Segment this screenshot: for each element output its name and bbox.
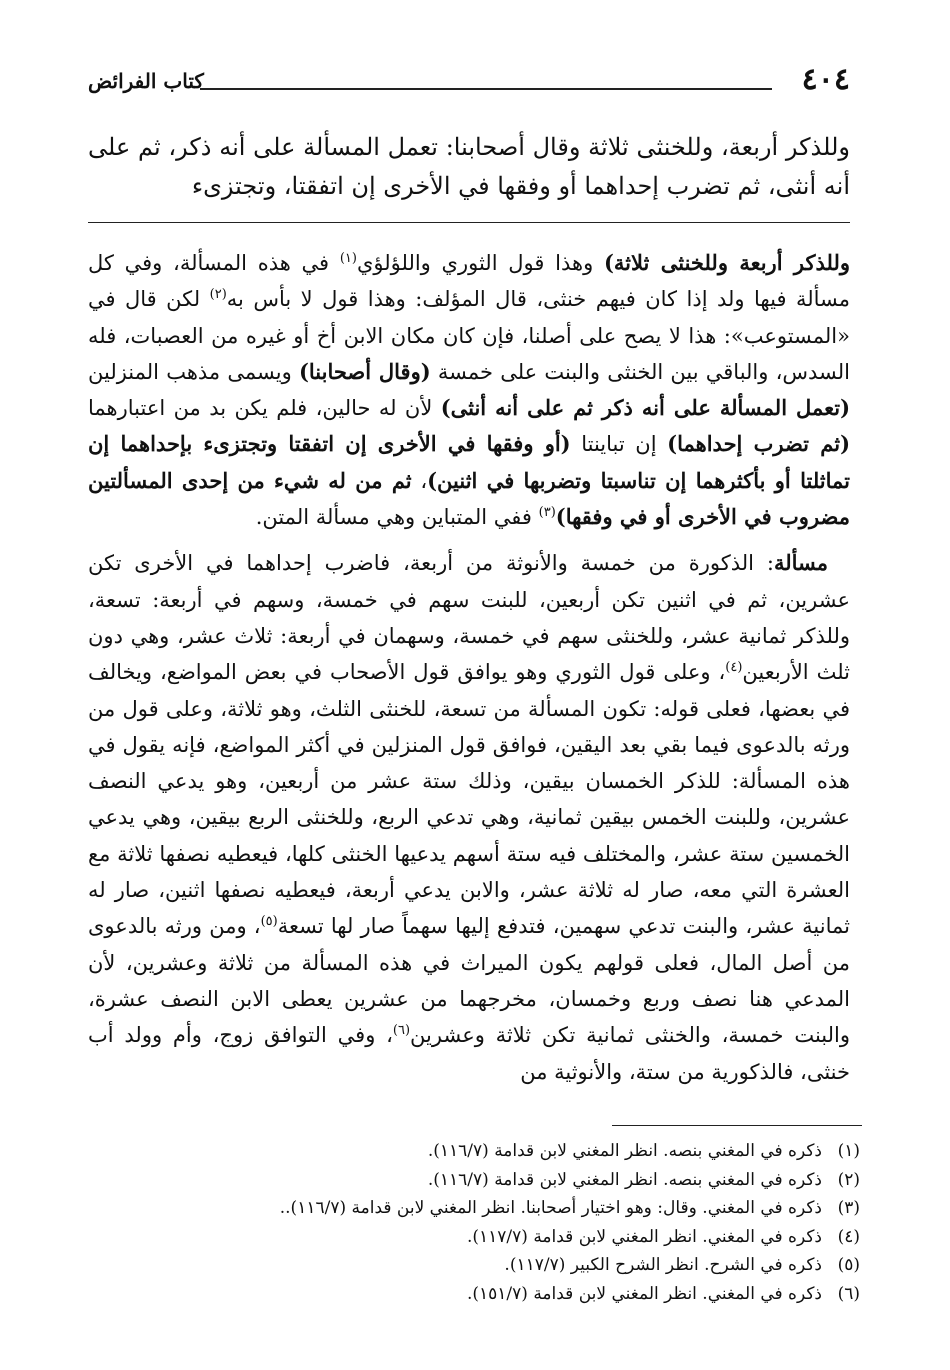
quoted-matn: وللذكر أربعة وللخنثى ثلاثة) (603, 250, 850, 275)
commentary-text: ، (411, 468, 428, 493)
footnote-number: (١) (837, 1141, 860, 1161)
footnotes (100, 1137, 860, 1308)
commentary-text: : الذكورة من خمسة والأنوثة من أربعة، فاضرب إحداهما في الأخرى تكن عشرين، ثم في اثنين تكن أربعين، للبنت سهم في خمسة، وسهم في أربعة: تسعة، وللذكر ثمانية عشر، وللخنثى سهم في خمسة، وسهمان في أربعة: ثلاث عشر، وهي دون ثلث الأربعين (88, 551, 851, 685)
footnote-ref-2[interactable]: (٢) (209, 287, 227, 303)
footnote-number: (٤) (837, 1226, 860, 1247)
footnote-ref-4[interactable]: (٤) (725, 660, 743, 676)
issue-heading: مسألة (773, 550, 828, 576)
quoted-matn: (ثم تضرب إحداهما) (667, 431, 851, 457)
commentary-text: وهذا قول الثوري واللؤلؤي (356, 251, 604, 275)
footnote-number: (٣) (837, 1198, 860, 1218)
footnote-divider (612, 1125, 862, 1126)
footnote-text: ذكره في المغني. انظر المغني لابن قدامة (١٥١/٧). (466, 1283, 822, 1304)
header-rule (200, 88, 772, 90)
footnote (100, 1137, 860, 1166)
quoted-matn: ثم من له شيء من إحدى المسألتين مضروب في الأخرى أو في وفقها) (88, 467, 850, 530)
commentary-text: في هذه المسألة، وفي كل مسألة فيها ولد إذا كان فيهم خنثى، قال المؤلف: وهذا قول لا بأس به (88, 251, 850, 312)
footnote (100, 1166, 860, 1195)
footnote-text: ذكره في المغني بنصه. انظر المغني لابن قدامة (١١٦/٧). (427, 1141, 822, 1161)
quoted-matn: (وقال أصحابنا) (298, 358, 431, 384)
footnote-number: (٦) (837, 1283, 860, 1304)
matn-divider (88, 222, 850, 223)
footnote-ref-5[interactable]: (٥) (260, 914, 278, 930)
footnote-ref-3[interactable]: (٣) (538, 505, 556, 521)
footnote-text: ذكره في المغني. انظر المغني لابن قدامة (١١٧/٧). (466, 1226, 822, 1247)
commentary-paragraph-1 (88, 245, 850, 535)
commentary-paragraph-2 (88, 545, 850, 1089)
matn-text: وللذكر أربعة، وللخنثى ثلاثة وقال أصحابنا: تعمل المسألة على أنه ذكر، ثم على أنه أنثى، ثم تضرب إحداهما أو وفقها في الأخرى إن اتفقتا، وتجتزىء (88, 133, 850, 200)
footnote-ref-6[interactable]: (٦) (392, 1023, 411, 1039)
commentary-text: ، وعلى قول الثوري وهو يوافق قول الأصحاب في بعض المواضع، ويخالف في بعضها، فعلى قوله: تكون المسألة من تسعة، للخنثى الثلث، وهو ثلاثة، وعلى قول من ورثه بالدعوى فيما بقي بعد اليقين، فوافق قول المنزلين في أكثر المواضع، فإنه يقول في هذه المسألة: للذكر الخمسان بيقين، وذلك ستة عشر من أربعين، وهو يدعي النصف عشرين، وللبنت الخمس بيقين ثمانية، وهي تدعي الربع، وللخنثى الربع بيقين، وهي يدعي الخمسين ستة عشر، والمختلف فيه ستة أسهم يدعيها الخنثى كلها، فيعطيه نصفها ثلاثة مع العشرة التي معه، صار له ثلاثة عشر، والابن يدعي أربعة، فيعطيه نصفها اثنين، صار له ثمانية عشر، والبنت تدعي سهمين، فتدفع إليها سهماً صار لها تسعة (88, 660, 850, 939)
footnote-text: ذكره في المغني. وقال: وهو اختيار أصحابنا. انظر المغني لابن قدامة (١١٦/٧).. (279, 1198, 822, 1218)
footnote-number: (٥) (837, 1255, 860, 1275)
footnote (100, 1223, 860, 1252)
footnote-text: ذكره في الشرح. انظر الشرح الكبير (١١٧/٧). (504, 1255, 822, 1275)
commentary-text: ، ومن ورثه بالدعوى من أصل المال، فعلى قولهم يكون الميراث في هذه المسألة من ثلاثة وعشرين، لأن المدعي هنا نصف وربع وخمسان، مخرجهما من عشرين يعطى الابن النصف عشرة، والبنت خمسة، والخنثى ثمانية تكن ثلاثة وعشرين (88, 914, 850, 1048)
footnote (100, 1251, 860, 1280)
commentary-text: لأن له حالين، فلم يكن بد من اعتبارهما (88, 396, 441, 421)
commentary-text: ففي المتباين وهي مسألة المتن. (255, 505, 539, 530)
footnote-number: (٢) (837, 1169, 860, 1190)
quoted-matn: (تعمل المسألة على أنه ذكر ثم على أنه أنثى) (440, 395, 851, 421)
page-number: ٤٠٤ (801, 62, 850, 97)
footnote-ref-1[interactable]: (١) (339, 251, 357, 266)
footnote (100, 1280, 860, 1309)
footnote-text: ذكره في المغني بنصه. انظر المغني لابن قدامة (١١٦/٧). (427, 1169, 822, 1190)
commentary-text: ويسمى مذهب المنزلين (88, 359, 299, 384)
commentary-text: إن تباينتا (570, 432, 668, 457)
commentary (88, 245, 850, 1090)
quoted-matn: (أو وفقها في الأخرى إن اتفقتا وتجتزىء بإحداهما إن تماثلتا أو بأكثرهما إن تناسبتا وتضربها في اثنين) (88, 431, 850, 493)
commentary-text: ، وفي التوافق زوج، وأم وولد أب خنثى، فالذكورية من ستة، والأنوثية من (88, 1023, 850, 1084)
footnote (100, 1194, 860, 1223)
book-title: كتاب الفرائض (88, 69, 204, 93)
commentary-text: لكن قال في «المستوعب»: هذا لا يصح على أصلنا، فإن كان مكان الابن أخ أو غيره من العصبات، فله السدس، والباقي بين الخنثى والبنت على خمسة (88, 287, 850, 384)
running-header (88, 62, 850, 102)
